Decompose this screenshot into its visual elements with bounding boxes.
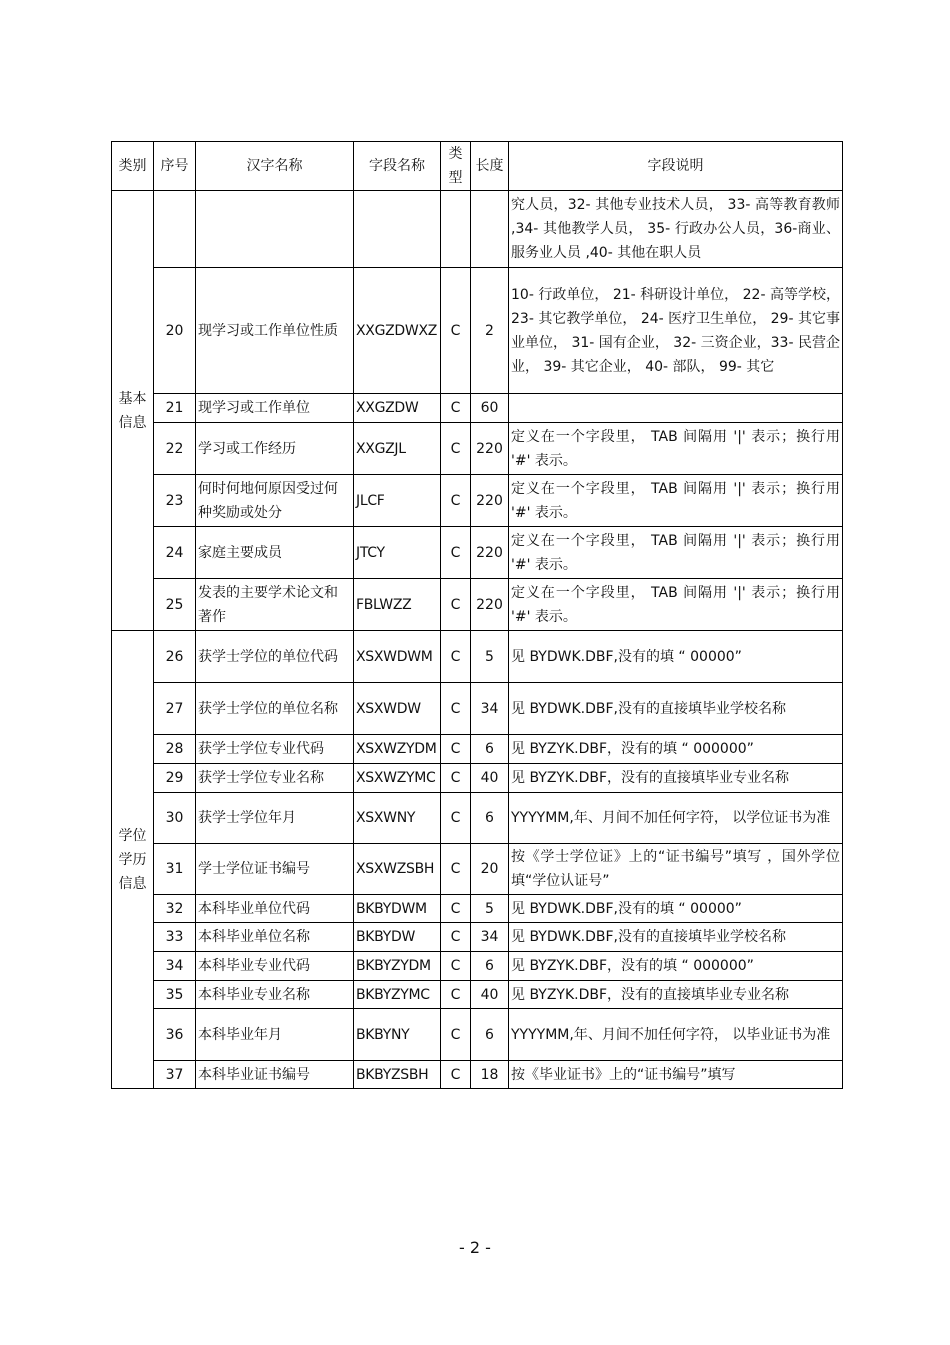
- table-row: [112, 394, 843, 423]
- header-seq: 序号: [154, 142, 196, 191]
- table-row: [112, 475, 843, 527]
- field-name-cell: XSXWNY: [354, 793, 441, 844]
- type-cell: C: [441, 1061, 471, 1089]
- description-cell: 见 BYZYK.DBF，没有的填 “ 000000”: [509, 952, 843, 981]
- cn-name-cell: 获学士学位年月: [196, 793, 354, 844]
- length-cell: [471, 191, 509, 268]
- table-row: [112, 527, 843, 579]
- length-cell: 20: [471, 844, 509, 895]
- seq-cell: 36: [154, 1009, 196, 1061]
- table-row: [112, 579, 843, 631]
- seq-cell: 21: [154, 394, 196, 423]
- field-name-cell: JTCY: [354, 527, 441, 579]
- table-row: [112, 631, 843, 683]
- category-label: 基本: [118, 390, 147, 407]
- field-name-cell: BKBYZSBH: [354, 1061, 441, 1089]
- header-type-line1: 类: [448, 146, 463, 162]
- type-cell: C: [441, 735, 471, 764]
- length-cell: 5: [471, 631, 509, 683]
- length-cell: 2: [471, 268, 509, 394]
- field-name-cell: FBLWZZ: [354, 579, 441, 631]
- field-name-cell: BKBYDWM: [354, 895, 441, 923]
- seq-cell: 28: [154, 735, 196, 764]
- field-name-cell: XSXWZSBH: [354, 844, 441, 895]
- category-label: 学历: [118, 851, 147, 868]
- cn-name-cell: 本科毕业专业名称: [196, 981, 354, 1009]
- field-name-cell: BKBYZYMC: [354, 981, 441, 1009]
- description-cell: 见 BYDWK.DBF,没有的直接填毕业学校名称: [509, 683, 843, 735]
- type-cell: C: [441, 844, 471, 895]
- length-cell: 6: [471, 735, 509, 764]
- seq-cell: 30: [154, 793, 196, 844]
- seq-cell: 32: [154, 895, 196, 923]
- description-cell: 按《学士学位证》上的“证书编号”填写 ，国外学位填“学位认证号”: [509, 844, 843, 895]
- cn-name-cell: 获学士学位的单位代码: [196, 631, 354, 683]
- type-cell: C: [441, 475, 471, 527]
- seq-cell: 33: [154, 923, 196, 952]
- description-cell: 10- 行政单位， 21- 科研设计单位， 22- 高等学校，23- 其它教学单位， 24- 医疗卫生单位， 29- 其它事业单位， 31- 国有企业， 32- 三资企业，33- 民营企业， 39- 其它企业， 40- 部队， 99- 其它: [509, 268, 843, 394]
- header-cn-name: 汉字名称: [196, 142, 354, 191]
- header-category: 类别: [112, 142, 154, 191]
- cn-name-cell: 获学士学位的单位名称: [196, 683, 354, 735]
- type-cell: C: [441, 268, 471, 394]
- length-cell: 34: [471, 923, 509, 952]
- seq-cell: 25: [154, 579, 196, 631]
- description-cell: 定义在一个字段里， TAB 间隔用 '|' 表示；换行用 '#' 表示。: [509, 527, 843, 579]
- description-cell: [509, 394, 843, 423]
- description-cell: 见 BYZYK.DBF，没有的直接填毕业专业名称: [509, 764, 843, 793]
- table-row: [112, 191, 843, 268]
- type-cell: C: [441, 423, 471, 475]
- description-cell: 见 BYDWK.DBF,没有的直接填毕业学校名称: [509, 923, 843, 952]
- table-row: [112, 764, 843, 793]
- page-number: - 2 -: [459, 1238, 491, 1257]
- cn-name-cell: 学习或工作经历: [196, 423, 354, 475]
- seq-cell: 20: [154, 268, 196, 394]
- cn-name-cell: [196, 191, 354, 268]
- field-name-cell: [354, 191, 441, 268]
- field-name-cell: XSXWDWM: [354, 631, 441, 683]
- type-cell: C: [441, 1009, 471, 1061]
- field-name-cell: XSXWZYMC: [354, 764, 441, 793]
- field-spec-table: [111, 141, 843, 1089]
- header-description: 字段说明: [509, 142, 843, 191]
- seq-cell: 27: [154, 683, 196, 735]
- cn-name-cell: 本科毕业年月: [196, 1009, 354, 1061]
- seq-cell: 24: [154, 527, 196, 579]
- length-cell: 40: [471, 764, 509, 793]
- description-cell: 究人员，32- 其他专业技术人员， 33- 高等教育教师 ,34- 其他教学人员， 35- 行政办公人员，36-商业、服务业人员 ,40- 其他在职人员: [509, 191, 843, 268]
- seq-cell: 26: [154, 631, 196, 683]
- field-name-cell: XSXWDW: [354, 683, 441, 735]
- field-name-cell: BKBYDW: [354, 923, 441, 952]
- description-cell: YYYYMM,年、月间不加任何字符， 以学位证书为准: [509, 793, 843, 844]
- table-row: [112, 895, 843, 923]
- length-cell: 6: [471, 793, 509, 844]
- field-name-cell: BKBYZYDM: [354, 952, 441, 981]
- table-row: [112, 1061, 843, 1089]
- type-cell: C: [441, 683, 471, 735]
- cn-name-cell: 何时何地何原因受过何种奖励或处分: [196, 475, 354, 527]
- category-cell-basic: [112, 191, 154, 631]
- description-cell: 按《毕业证书》上的“证书编号”填写: [509, 1061, 843, 1089]
- table-row: [112, 793, 843, 844]
- table-row: [112, 1009, 843, 1061]
- cn-name-cell: 学士学位证书编号: [196, 844, 354, 895]
- type-cell: [441, 191, 471, 268]
- type-cell: C: [441, 527, 471, 579]
- field-name-cell: XXGZJL: [354, 423, 441, 475]
- table-row: [112, 952, 843, 981]
- header-type: [441, 142, 471, 191]
- table-row: [112, 923, 843, 952]
- length-cell: 18: [471, 1061, 509, 1089]
- field-name-cell: XXGZDWXZ: [354, 268, 441, 394]
- seq-cell: 37: [154, 1061, 196, 1089]
- description-cell: 见 BYZYK.DBF，没有的填 “ 000000”: [509, 735, 843, 764]
- field-name-cell: BKBYNY: [354, 1009, 441, 1061]
- length-cell: 6: [471, 952, 509, 981]
- type-cell: C: [441, 394, 471, 423]
- category-label: 学位: [118, 827, 147, 844]
- table-row: [112, 981, 843, 1009]
- length-cell: 5: [471, 895, 509, 923]
- cn-name-cell: 获学士学位专业名称: [196, 764, 354, 793]
- length-cell: 40: [471, 981, 509, 1009]
- header-row: [112, 142, 843, 191]
- type-cell: C: [441, 579, 471, 631]
- category-cell-degree: [112, 631, 154, 1089]
- description-cell: 见 BYDWK.DBF,没有的填 “ 00000”: [509, 631, 843, 683]
- cn-name-cell: 本科毕业单位代码: [196, 895, 354, 923]
- type-cell: C: [441, 793, 471, 844]
- table-row: [112, 268, 843, 394]
- seq-cell: 31: [154, 844, 196, 895]
- type-cell: C: [441, 952, 471, 981]
- description-cell: 定义在一个字段里， TAB 间隔用 '|' 表示；换行用 '#' 表示。: [509, 475, 843, 527]
- length-cell: 220: [471, 475, 509, 527]
- cn-name-cell: 家庭主要成员: [196, 527, 354, 579]
- field-name-cell: XXGZDW: [354, 394, 441, 423]
- cn-name-cell: 现学习或工作单位性质: [196, 268, 354, 394]
- seq-cell: 22: [154, 423, 196, 475]
- description-cell: 见 BYDWK.DBF,没有的填 “ 00000”: [509, 895, 843, 923]
- seq-cell: 34: [154, 952, 196, 981]
- cn-name-cell: 本科毕业证书编号: [196, 1061, 354, 1089]
- seq-cell: 29: [154, 764, 196, 793]
- table-row: [112, 423, 843, 475]
- length-cell: 6: [471, 1009, 509, 1061]
- cn-name-cell: 获学士学位专业代码: [196, 735, 354, 764]
- length-cell: 220: [471, 527, 509, 579]
- seq-cell: [154, 191, 196, 268]
- table-row: [112, 735, 843, 764]
- type-cell: C: [441, 631, 471, 683]
- cn-name-cell: 现学习或工作单位: [196, 394, 354, 423]
- category-label: 信息: [118, 875, 147, 892]
- field-name-cell: XSXWZYDM: [354, 735, 441, 764]
- table-row: [112, 683, 843, 735]
- length-cell: 220: [471, 579, 509, 631]
- cn-name-cell: 发表的主要学术论文和著作: [196, 579, 354, 631]
- description-cell: 定义在一个字段里， TAB 间隔用 '|' 表示；换行用 '#' 表示。: [509, 423, 843, 475]
- type-cell: C: [441, 764, 471, 793]
- length-cell: 220: [471, 423, 509, 475]
- field-name-cell: JLCF: [354, 475, 441, 527]
- cn-name-cell: 本科毕业专业代码: [196, 952, 354, 981]
- description-cell: YYYYMM,年、月间不加任何字符， 以毕业证书为准: [509, 1009, 843, 1061]
- header-type-line2: 型: [448, 170, 463, 186]
- type-cell: C: [441, 923, 471, 952]
- header-field-name: 字段名称: [354, 142, 441, 191]
- length-cell: 60: [471, 394, 509, 423]
- length-cell: 34: [471, 683, 509, 735]
- header-length: 长度: [471, 142, 509, 191]
- category-label: 信息: [118, 414, 147, 431]
- seq-cell: 35: [154, 981, 196, 1009]
- type-cell: C: [441, 981, 471, 1009]
- description-cell: 见 BYZYK.DBF，没有的直接填毕业专业名称: [509, 981, 843, 1009]
- table-row: [112, 844, 843, 895]
- type-cell: C: [441, 895, 471, 923]
- seq-cell: 23: [154, 475, 196, 527]
- cn-name-cell: 本科毕业单位名称: [196, 923, 354, 952]
- description-cell: 定义在一个字段里， TAB 间隔用 '|' 表示；换行用 '#' 表示。: [509, 579, 843, 631]
